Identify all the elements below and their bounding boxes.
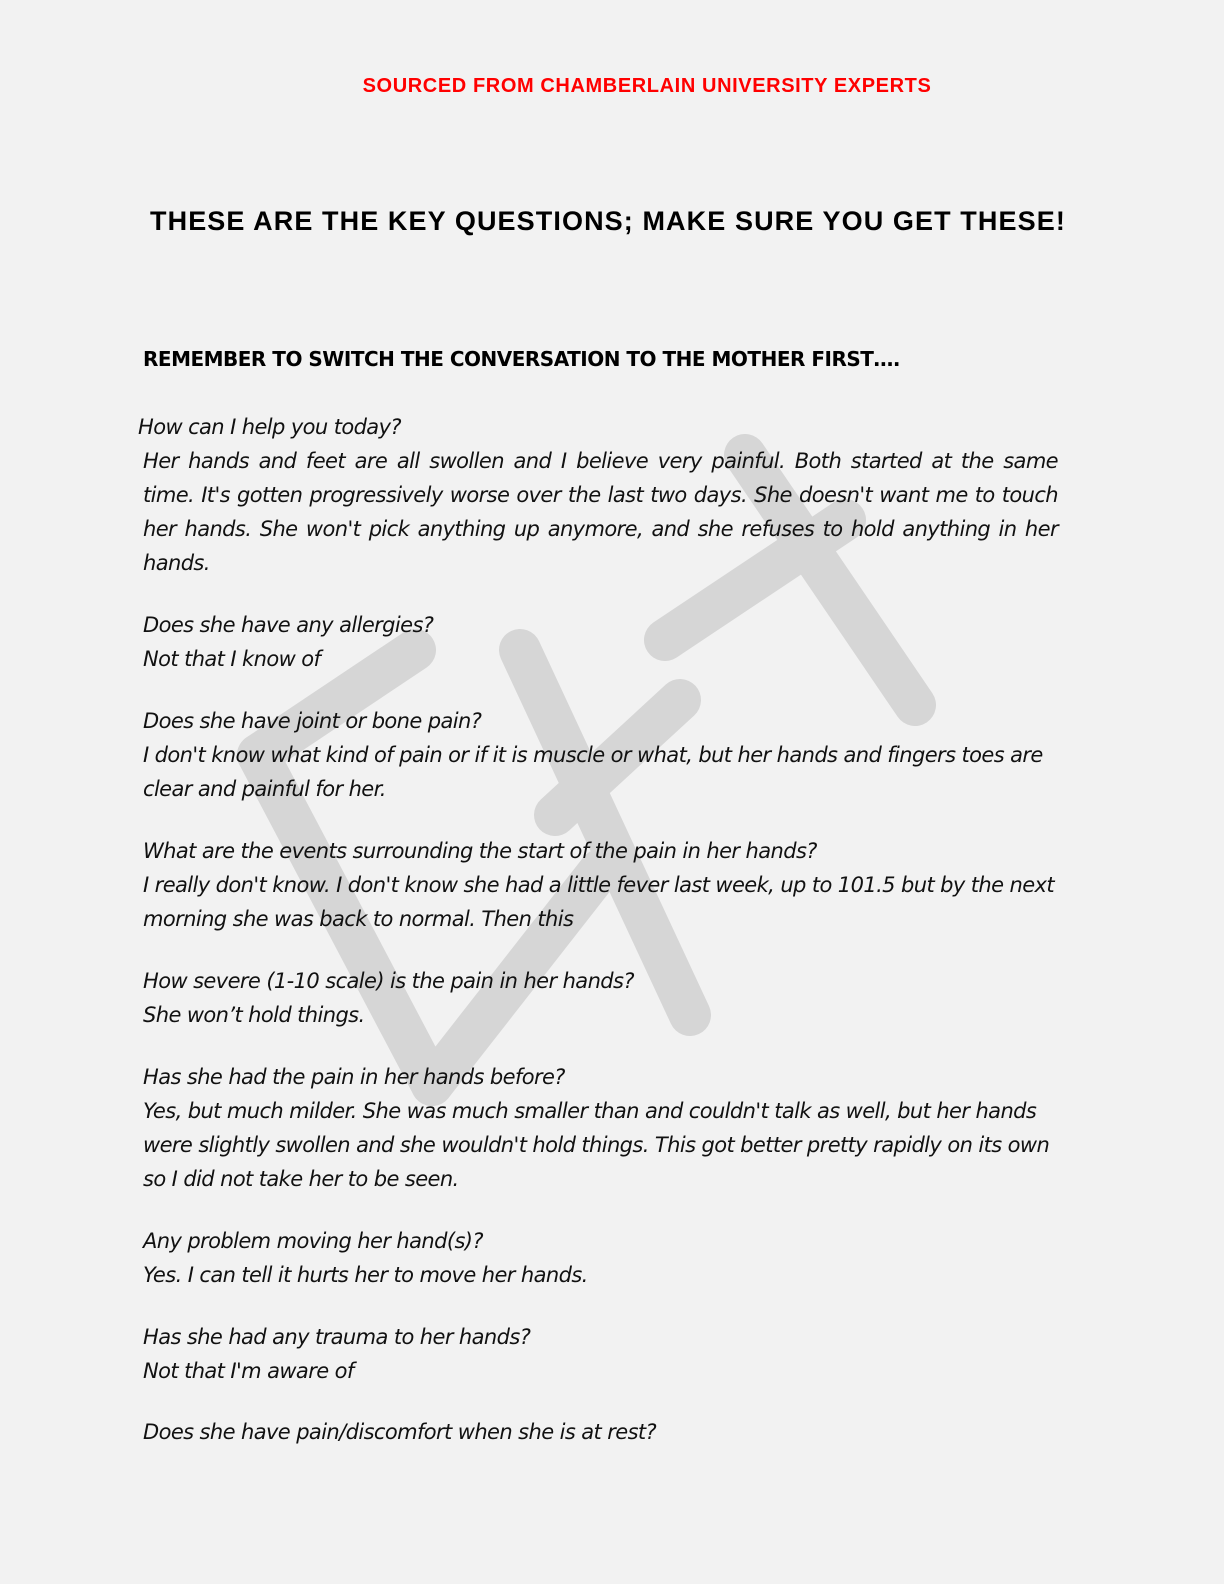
- qa-item-1: [138, 410, 1058, 580]
- question: How can I help you today?: [138, 415, 401, 439]
- qa-item-6: [143, 1060, 1058, 1196]
- qa-item-4: [143, 834, 1058, 936]
- question: Does she have pain/discomfort when she is at rest?: [143, 1420, 657, 1444]
- page-title: THESE ARE THE KEY QUESTIONS; MAKE SURE YOU GET THESE!: [150, 206, 1066, 236]
- answer: I really don't know. I don't know she had a little fever last week, up to 101.5 but by the next morning she was back to normal. Then this: [143, 873, 1055, 931]
- qa-item-3: [143, 704, 1058, 806]
- answer: I don't know what kind of pain or if it is muscle or what, but her hands and fingers toes are clear and painful for her.: [143, 743, 1043, 801]
- qa-item-9: [143, 1415, 1058, 1449]
- source-line: SOURCED FROM CHAMBERLAIN UNIVERSITY EXPERTS: [362, 75, 932, 97]
- qa-list: [138, 410, 1058, 1449]
- answer: Not that I know of: [143, 647, 321, 671]
- question: Any problem moving her hand(s)?: [143, 1229, 483, 1253]
- question: Has she had the pain in her hands before?: [143, 1065, 565, 1089]
- reminder-heading: REMEMBER TO SWITCH THE CONVERSATION TO THE MOTHER FIRST….: [143, 347, 900, 371]
- question: Has she had any trauma to her hands?: [143, 1325, 531, 1349]
- question: What are the events surrounding the start of the pain in her hands?: [143, 839, 817, 863]
- qa-item-2: [143, 608, 1058, 676]
- qa-item-7: [143, 1224, 1058, 1292]
- qa-item-8: [143, 1320, 1058, 1388]
- question: Does she have joint or bone pain?: [143, 709, 482, 733]
- question: Does she have any allergies?: [143, 613, 434, 637]
- question: How severe (1-10 scale) is the pain in her hands?: [143, 969, 634, 993]
- answer: Not that I'm aware of: [143, 1359, 354, 1383]
- answer: Yes. I can tell it hurts her to move her hands.: [143, 1263, 588, 1287]
- answer: Her hands and feet are all swollen and I believe very painful. Both started at the same time. It's gotten progressively worse over the last two days. She doesn't want me to touch her hands. She won't pick anything up anymore, and she refuses to hold anything in her hands.: [143, 449, 1058, 575]
- answer: Yes, but much milder. She was much smaller than and couldn't talk as well, but her hands were slightly swollen and she wouldn't hold things. This got better pretty rapidly on its own so I did not take her to be seen.: [143, 1099, 1050, 1191]
- answer: She won’t hold things.: [143, 1003, 365, 1027]
- qa-item-5: [143, 964, 1058, 1032]
